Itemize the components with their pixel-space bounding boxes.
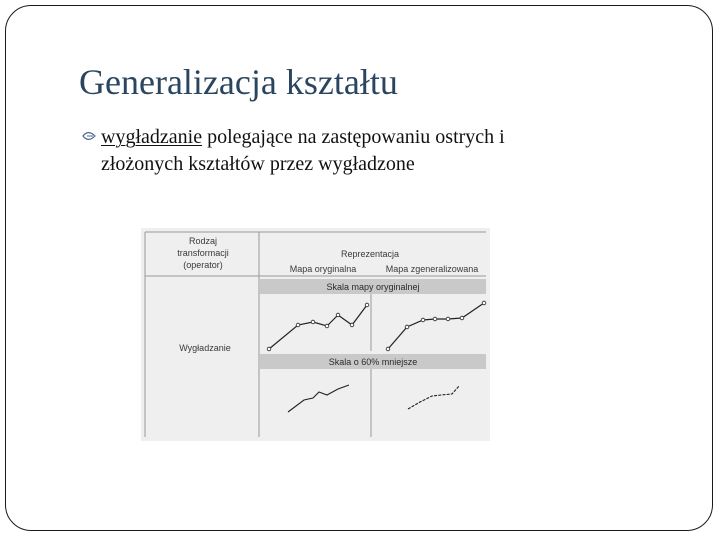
bullet-line2: złożonych kształtów przez wygładzone — [101, 153, 415, 175]
row-label-smoothing: Wygładzanie — [179, 343, 231, 353]
smoothing-figure — [141, 228, 490, 441]
bullet-line1-rest: polegające na zastępowaniu ostrych i — [202, 126, 505, 148]
header-operator-line1: Rodzaj — [188, 236, 218, 246]
term-wygladzanie: wygładzanie — [101, 126, 203, 148]
band-reduced-label: Skala o 60% mniejsze — [328, 357, 418, 367]
bullet-arrow-icon — [82, 130, 96, 142]
band-original-label: Skala mapy oryginalnej — [326, 282, 420, 292]
slide-title: Generalizacja kształtu — [79, 62, 398, 102]
bullet-text — [82, 124, 682, 178]
header-operator-line2: transformacji — [177, 248, 229, 258]
header-representation: Reprezentacja — [340, 249, 400, 259]
bullet-item — [82, 124, 682, 178]
header-col-generalized: Mapa zgeneralizowana — [385, 264, 479, 274]
header-col-original: Mapa oryginalna — [289, 264, 357, 274]
header-operator-line3: (operator) — [183, 260, 223, 270]
figure-svg — [141, 228, 490, 441]
